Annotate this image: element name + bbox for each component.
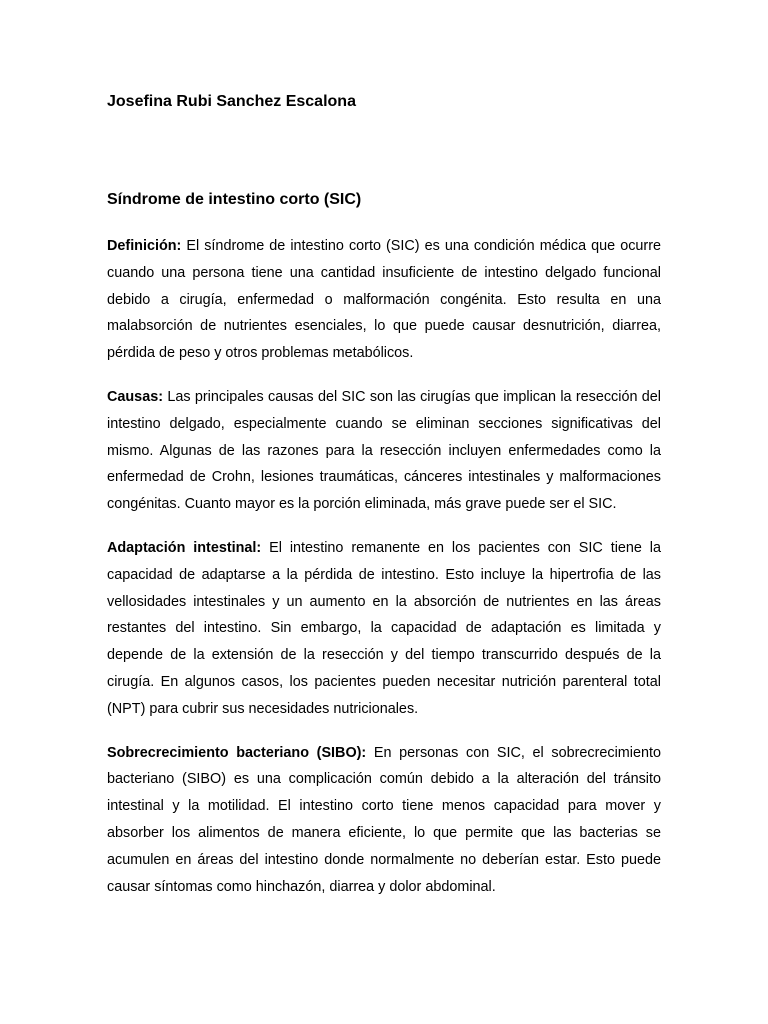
section-text: Las principales causas del SIC son las cirugías que implican la resección del intestino delgado, especialmente cuando se eliminan secciones significativas del mismo. Algunas de las razones para la resección incluyen enfermedades como la enfermedad de Crohn, lesiones traumáticas, cánceres intestinales y malformaciones congénitas. Cuanto mayor es la porción eliminada, más grave puede ser el SIC. xyxy=(107,388,661,513)
section-adaptacion-intestinal xyxy=(107,535,661,723)
section-label: Causas: xyxy=(107,388,163,405)
section-text: El síndrome de intestino corto (SIC) es una condición médica que ocurre cuando una persona tiene una cantidad insuficiente de intestino delgado funcional debido a cirugía, enfermedad o malformación congénita. Esto resulta en una malabsorción de nutrientes esenciales, lo que puede causar desnutrición, diarrea, pérdida de peso y otros problemas metabólicos. xyxy=(107,238,661,362)
document-title: Síndrome de intestino corto (SIC) xyxy=(107,191,362,208)
section-label: Adaptación intestinal: xyxy=(107,539,262,556)
section-sobrecrecimiento-bacteriano xyxy=(107,740,661,901)
section-causas xyxy=(107,384,661,518)
document-body xyxy=(107,233,661,917)
author-name: Josefina Rubi Sanchez Escalona xyxy=(107,93,356,110)
section-text: El intestino remanente en los pacientes con SIC tiene la capacidad de adaptarse a la pérdida de intestino. Esto incluye la hipertrofia de las vellosidades intestinales y un aumento en la absorción de nutrientes en las áreas restantes del intestino. Sin embargo, la capacidad de adaptación es limitada y depende de la extensión de la resección y del tiempo transcurrido después de la cirugía. En algunos casos, los pacientes pueden necesitar nutrición parenteral total (NPT) para cubrir sus necesidades nutricionales. xyxy=(107,539,661,717)
section-text: En personas con SIC, el sobrecrecimiento bacteriano (SIBO) es una complicación común debido a la alteración del tránsito intestinal y la motilidad. El intestino corto tiene menos capacidad para mover y absorber los alimentos de manera eficiente, lo que permite que las bacterias se acumulen en áreas del intestino donde normalmente no deberían estar. Esto puede causar síntomas como hinchazón, diarrea y dolor abdominal. xyxy=(107,744,661,895)
section-label: Sobrecrecimiento bacteriano (SIBO): xyxy=(107,744,367,761)
section-label: Definición: xyxy=(107,238,182,254)
section-definicion xyxy=(107,233,661,367)
